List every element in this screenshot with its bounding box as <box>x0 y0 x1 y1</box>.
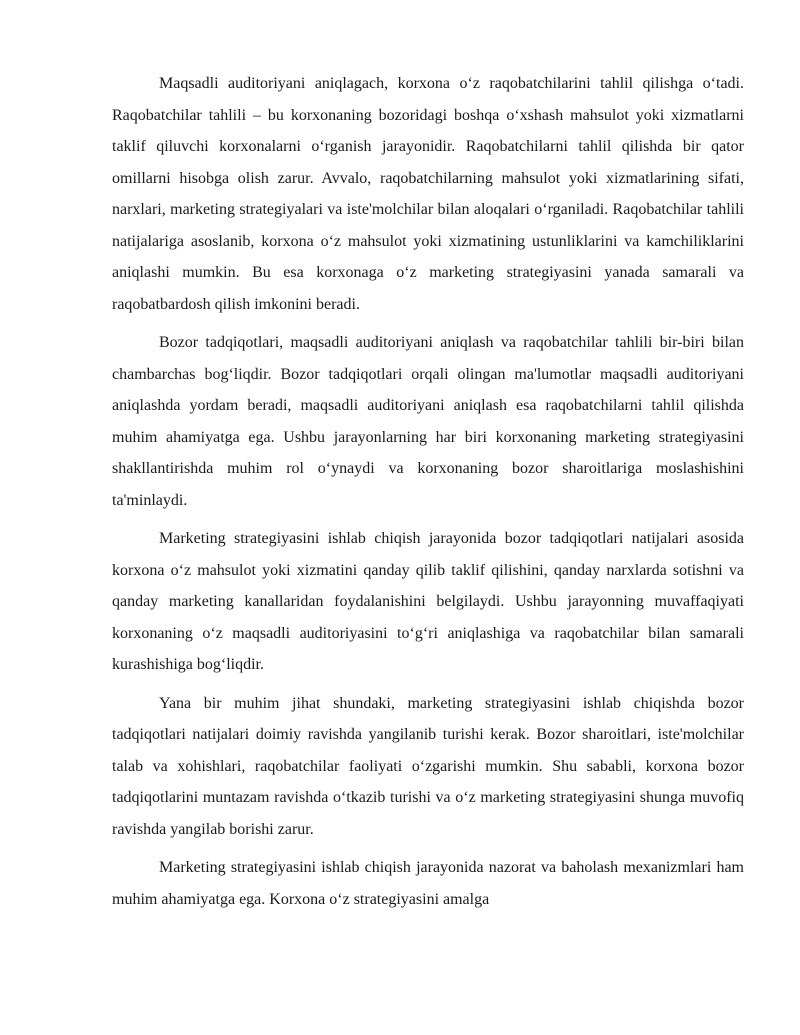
paragraph-1: Maqsadli auditoriyani aniqlagach, korxona o‘z raqobatchilarini tahlil qilishga o‘tadi. Raqobatchilar tahlili – bu korxonaning bozoridagi boshqa o‘xshash mahsulot yoki xizmatlarni taklif qiluvchi korxonalarni o‘rganish jarayonidir. Raqobatchilarni tahlil qilishda bir qator omillarni hisobga olish zarur. Avvalo, raqobatchilarning mahsulot yoki xizmatlarining sifati, narxlari, marketing strategiyalari va iste'molchilar bilan aloqalari o‘rganiladi. Raqobatchilar tahlili natijalariga asoslanib, korxona o‘z mahsulot yoki xizmatining ustunliklarini va kamchiliklarini aniqlashi mumkin. Bu esa korxonaga o‘z marketing strategiyasini yanada samarali va raqobatbardosh qilish imkonini beradi. <box>112 75 744 313</box>
document-page <box>112 68 744 922</box>
paragraph-3: Marketing strategiyasini ishlab chiqish jarayonida bozor tadqiqotlari natijalari asosida korxona o‘z mahsulot yoki xizmatini qanday qilib taklif qilishini, qanday narxlarda sotishni va qanday marketing kanallaridan foydalanishini belgilaydi. Ushbu jarayonning muvaffaqiyati korxonaning o‘z maqsadli auditoriyasini to‘g‘ri aniqlashiga va raqobatchilar bilan samarali kurashishiga bog‘liqdir. <box>112 530 744 673</box>
paragraph-2: Bozor tadqiqotlari, maqsadli auditoriyani aniqlash va raqobatchilar tahlili bir-biri bilan chambarchas bog‘liqdir. Bozor tadqiqotlari orqali olingan ma'lumotlar maqsadli auditoriyani aniqlashda yordam beradi, maqsadli auditoriyani aniqlash esa raqobatchilarni tahlil qilishda muhim ahamiyatga ega. Ushbu jarayonlarning har biri korxonaning marketing strategiyasini shakllantirishda muhim rol o‘ynaydi va korxonaning bozor sharoitlariga moslashishini ta'minlaydi. <box>112 334 744 509</box>
paragraph-5: Marketing strategiyasini ishlab chiqish jarayonida nazorat va baholash mexanizmlari ham muhim ahamiyatga ega. Korxona o‘z strategiyasini amalga <box>112 859 744 908</box>
paragraph-4: Yana bir muhim jihat shundaki, marketing strategiyasini ishlab chiqishda bozor tadqiqotlari natijalari doimiy ravishda yangilanib turishi kerak. Bozor sharoitlari, iste'molchilar talab va xohishlari, raqobatchilar faoliyati o‘zgarishi mumkin. Shu sababli, korxona bozor tadqiqotlarini muntazam ravishda o‘tkazib turishi va o‘z marketing strategiyasini shunga muvofiq ravishda yangilab borishi zarur. <box>112 694 744 838</box>
